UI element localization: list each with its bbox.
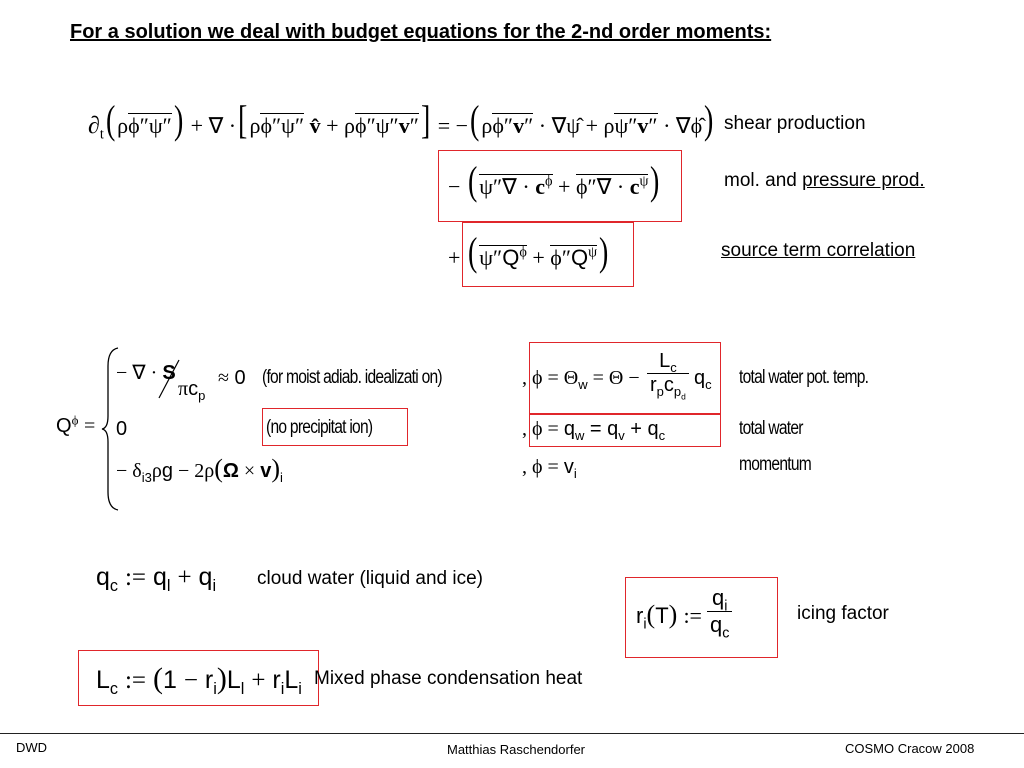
case1-pi-cp: $\pi c_p$ [178, 378, 206, 403]
shear-production-label: shear production [724, 113, 866, 134]
cloud-water-label: cloud water (liquid and ice) [257, 568, 484, 589]
icing-factor-fraction: $\frac{q_i}{q_c}$ [707, 585, 732, 638]
mol-prefix-text: mol. and [724, 170, 803, 191]
source-term: + $(\psi''Q^\phi + \phi''Q^\psi)$ [448, 229, 609, 274]
icing-factor-equation: $r_i(T)$ := [636, 600, 702, 633]
icing-factor-label: icing factor [797, 603, 889, 624]
footer-right: COSMO Cracow 2008 [845, 741, 975, 756]
case1-phi-definition: , $\phi = \Theta_w = \Theta$ − [522, 367, 640, 392]
budget-equation-line-1: $\partial_t(\rho\phi''\psi'')$ + ∇ ·[ρϕ″ψ″ v̂ + ρϕ″ψ″v″] = −(ρϕ″v″ · ∇ψ̂ + ρψ″v″ · ∇ϕ̂) [88, 97, 714, 143]
case1-qc: $q_c$ [694, 367, 712, 392]
case1-approx-zero: ≈ 0 [218, 367, 246, 389]
pressure-prod-link[interactable]: pressure prod. [802, 170, 925, 191]
mixed-phase-label: Mixed phase condensation heat [314, 668, 583, 689]
case2-description: total water [739, 418, 803, 439]
footer-center: Matthias Raschendorfer [447, 742, 586, 757]
molecular-term: − $(\psi''\nabla \cdot c^\phi + \phi''\nabla \cdot c^\psi)$ [448, 158, 660, 203]
case1-description: total water pot. temp. [739, 367, 869, 388]
case3-phi-definition: , $\phi = v_i$ [522, 456, 577, 481]
case1-fraction: $\frac{L_c}{r_pc_{p_d}}$ [647, 350, 689, 397]
case2-phi-definition: , $\phi = q_w = q_v + q_c$ [522, 418, 666, 443]
source-term-correlation-link[interactable]: source term correlation [721, 240, 916, 261]
footer-divider [0, 733, 1024, 734]
mol-pressure-label [724, 170, 925, 192]
mixed-phase-equation: $L_c$ := $(1 - r_i)L_l + r_iL_i$ [96, 662, 302, 698]
case2-zero: 0 [116, 418, 128, 440]
cloud-water-equation: $q_c$ := $q_l + q_i$ [96, 563, 217, 595]
slide-title: For a solution we deal with budget equations for the 2-nd order moments: [70, 21, 772, 43]
q-phi-symbol: $Q^\phi$ = [56, 412, 96, 437]
case2-condition: (no precipitat ion) [266, 417, 373, 438]
footer-left: DWD [16, 740, 48, 755]
case1-expression: − ∇ · S [116, 362, 176, 384]
case3-expression: − $\delta_{i3}\rho g - 2\rho(\Omega \times v)_i$ [116, 454, 283, 485]
case3-description: momentum [739, 454, 812, 475]
case1-condition: (for moist adiab. idealizati on) [262, 367, 442, 388]
